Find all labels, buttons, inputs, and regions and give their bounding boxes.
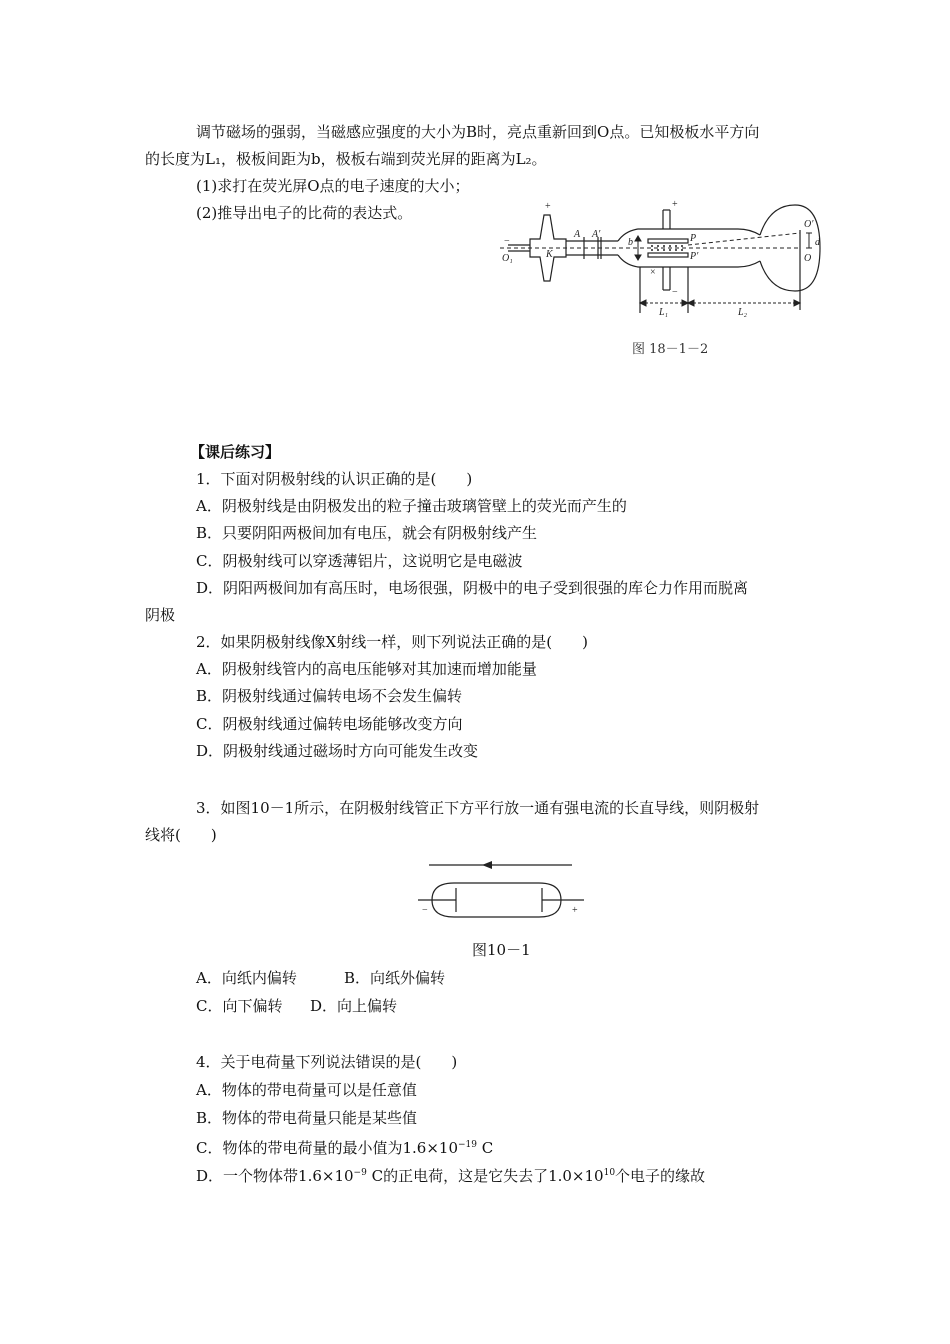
q4-option-b: B．物体的带电荷量只能是某些值: [196, 1109, 418, 1127]
label-o: O: [804, 253, 812, 264]
label-o1: O₁: [502, 253, 513, 264]
q2-option-c: C．阴极射线通过偏转电场能够改变方向: [196, 715, 463, 733]
q1-option-d-cont: 阴极: [145, 606, 176, 624]
q4-option-d-mid: C的正电荷，这是它失去了1.0×10: [366, 1167, 604, 1185]
label-plus-top: +: [672, 199, 678, 210]
label-a: A: [574, 229, 581, 240]
section-title: 【课后练习】: [190, 443, 281, 461]
q3-option-c: C．向下偏转: [196, 997, 283, 1015]
label-b: b: [628, 237, 633, 248]
label-k: K: [546, 249, 553, 260]
label-p-prime: P′: [690, 251, 699, 262]
label-minus-left: −: [504, 236, 510, 247]
q4-option-d: [196, 1163, 705, 1186]
q1-option-a: A．阴极射线是由阴极发出的粒子撞击玻璃管壁上的荧光而产生的: [196, 497, 627, 515]
label-cross: ×: [650, 267, 656, 278]
q3-option-d: D．向上偏转: [310, 997, 398, 1015]
label-l2: L₂: [738, 307, 748, 318]
label-p: P: [690, 233, 697, 244]
label-plus-cathode: +: [545, 201, 551, 212]
label-d: d: [815, 237, 820, 248]
intro-line-2: 的长度为L₁，极板间距为b，极板右端到荧光屏的距离为L₂。: [145, 150, 547, 168]
q4-option-d-exponent-1: −9: [353, 1168, 367, 1178]
figure-caption-10-1: 图10－1: [472, 941, 531, 959]
q3-option-b: B．向纸外偏转: [344, 969, 446, 987]
q4-option-c: [196, 1135, 493, 1158]
q4-option-d-prefix: D．一个物体带1.6×10: [196, 1167, 354, 1185]
q4-option-d-suffix: 个电子的缘故: [615, 1167, 706, 1185]
q3-option-a: A．向纸内偏转: [196, 969, 297, 987]
label-a-prime: A′: [592, 229, 601, 240]
cathode-ray-tube-figure: [500, 195, 840, 320]
q2-option-d: D．阴极射线通过磁场时方向可能发生改变: [196, 742, 479, 760]
tube-minus-label: −: [422, 905, 428, 916]
q4-option-a: A．物体的带电荷量可以是任意值: [196, 1081, 417, 1099]
label-o-prime: O′: [804, 219, 814, 230]
q3-stem-line-2: 线将( ): [145, 826, 217, 844]
q2-stem: 2．如果阴极射线像X射线一样，则下列说法正确的是( ): [196, 633, 588, 651]
q4-option-d-exponent-2: 10: [603, 1168, 616, 1178]
figure-caption-18-1-2: 图 18－1－2: [632, 342, 709, 357]
q4-stem: 4．关于电荷量下列说法错误的是( ): [196, 1053, 458, 1071]
intro-line-1: 调节磁场的强弱，当磁感应强度的大小为B时，亮点重新回到O点。已知极板水平方向: [196, 123, 760, 141]
q3-stem-line-1: 3．如图10－1所示，在阴极射线管正下方平行放一通有强电流的长直导线，则阴极射: [196, 799, 760, 817]
q2-option-b: B．阴极射线通过偏转电场不会发生偏转: [196, 687, 463, 705]
q4-option-c-suffix: C: [477, 1139, 494, 1157]
q4-option-c-exponent: −19: [458, 1140, 477, 1150]
q1-option-c: C．阴极射线可以穿透薄铝片，这说明它是电磁波: [196, 552, 523, 570]
tube-plus-label: +: [572, 905, 578, 916]
q1-option-d: D．阴阳两极间加有高压时，电场很强，阴极中的电子受到很强的库仑力作用而脱离: [196, 579, 749, 597]
intro-question-1: (1)求打在荧光屏O点的电子速度的大小；: [196, 177, 470, 195]
q4-option-c-prefix: C．物体的带电荷量的最小值为1.6×10: [196, 1139, 458, 1157]
q1-option-b: B．只要阴阳两极间加有电压，就会有阴极射线产生: [196, 524, 538, 542]
q1-stem: 1．下面对阴极射线的认识正确的是( ): [196, 470, 473, 488]
q2-option-a: A．阴极射线管内的高电压能够对其加速而增加能量: [196, 660, 537, 678]
wire-tube-figure: [414, 855, 589, 925]
label-minus-bottom: −: [672, 287, 678, 298]
label-l1: L₁: [659, 307, 669, 318]
intro-question-2: (2)推导出电子的比荷的表达式。: [196, 204, 413, 222]
